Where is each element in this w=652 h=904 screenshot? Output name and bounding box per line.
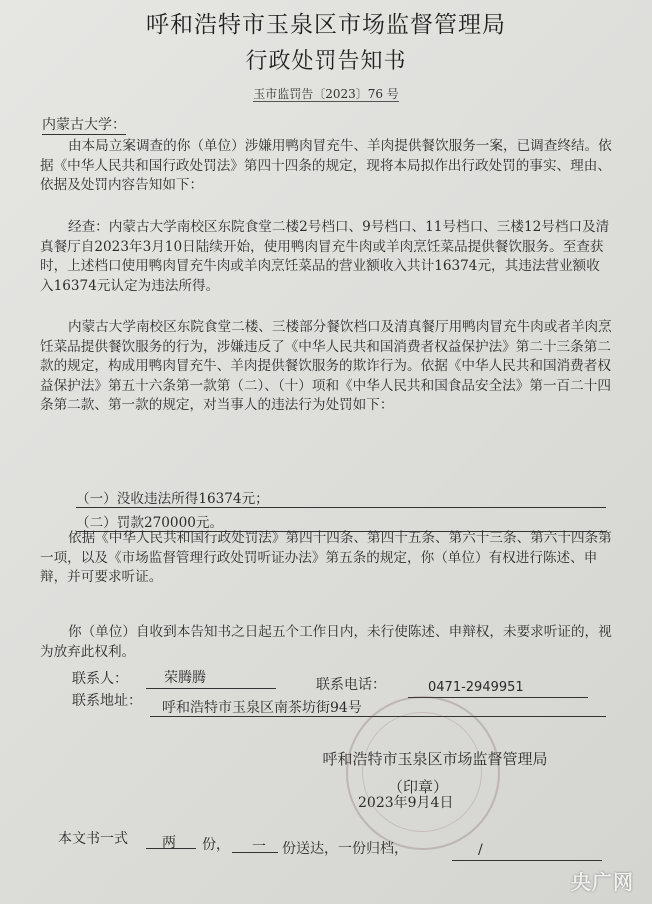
watermark-logo: 央广网 xyxy=(571,870,634,894)
contact-person-value: 荣腾腾 xyxy=(164,670,206,686)
penalty-item-1: （一）没收违法所得16374元； xyxy=(76,487,606,508)
document-number xyxy=(0,85,652,102)
signature-organization: 呼和浩特市玉泉区市场监督管理局 xyxy=(322,750,548,768)
footer-sent-underline xyxy=(232,852,278,853)
footer-sent-text: 份送达，一份归档， xyxy=(282,841,408,857)
footer-tail: / xyxy=(478,842,483,858)
contact-address-label: 联系地址： xyxy=(72,693,142,709)
contact-phone-label: 联系电话： xyxy=(316,677,386,693)
addressee: 内蒙古大学： xyxy=(42,114,126,135)
paragraph-rights-text: 依据《中华人民共和国行政处罚法》第四十四条、第四十五条、第六十三条、第六十四条第一项，以及《市场监督管理行政处罚听证办法》第五条的规定，你（单位）有权进行陈述、申辩，并可要求听证。 xyxy=(40,530,612,586)
contact-address-value: 呼和浩特市玉泉区南茶坊街94号 xyxy=(162,700,362,716)
document-title: 行政处罚告知书 xyxy=(245,49,407,74)
paragraph-waiver-text: 你（单位）自收到本告知书之日起五个工作日内，未行使陈述、申辩权，未要求听证的，视为放弃此权利。 xyxy=(40,624,612,660)
footer-tail-underline xyxy=(452,860,602,861)
paragraph-rights xyxy=(40,529,612,588)
footer-prefix: 本文书一式 xyxy=(58,831,128,847)
paragraph-facts-text: 经查：内蒙古大学南校区东院食堂二楼2号档口、9号档口、11号档口、三楼12号档口及清真餐厅自2023年3月10日陆续开始，使用鸭肉冒充牛肉或羊肉烹饪菜品提供餐饮服务。至查获时，上述档口使用鸭肉冒充牛肉或羊肉烹饪菜品的营业额收入共计16374元，其违法营业额收入16374元认定为违法所得。 xyxy=(40,219,610,294)
contact-person-label: 联系人： xyxy=(72,671,128,687)
agency-title: 呼和浩特市玉泉区市场监督管理局 xyxy=(146,12,506,38)
penalty-item-2: （二）罚款270000元。 xyxy=(76,511,606,532)
paragraph-waiver xyxy=(40,623,612,662)
paragraph-intro xyxy=(40,137,612,196)
footer-copies: 两 xyxy=(162,835,176,851)
contact-phone-value: 0471-2949951 xyxy=(428,680,524,695)
footer-sent-count: 一 xyxy=(252,839,266,855)
footer-copies-underline xyxy=(146,848,196,849)
paragraph-reasons xyxy=(40,318,612,416)
footer-copies-unit: 份， xyxy=(202,837,230,853)
signature-date: 2023年9月4日 xyxy=(358,795,454,811)
contact-person-underline xyxy=(146,688,276,689)
official-seal-inner-ring xyxy=(362,712,482,832)
seal-note: （印章） xyxy=(387,778,448,796)
paragraph-facts xyxy=(40,218,612,296)
paragraph-intro-text: 由本局立案调查的你（单位）涉嫌用鸭肉冒充牛、羊肉提供餐饮服务一案，已调查终结。依据《中华人民共和国行政处罚法》第四十四条的规定，现将本局拟作出行政处罚的事实、理由、依据及处罚内容告知如下： xyxy=(40,138,612,194)
paragraph-reasons-text: 内蒙古大学南校区东院食堂二楼、三楼部分餐饮档口及清真餐厅用鸭肉冒充牛肉或者羊肉烹饪菜品提供餐饮服务的行为，涉嫌违反了《中华人民共和国消费者权益保护法》第二十三条第二款的规定，构成用鸭肉冒充牛、羊肉提供餐饮服务的欺诈行为。依据《中华人民共和国消费者权益保护法》第五十六条第一款第（二）、（十）项和《中华人民共和国食品安全法》第一百二十四条第二款、第一款的规定，对当事人的违法行为处罚如下： xyxy=(40,319,612,414)
document-number-text: 玉市监罚告〔2023〕76 号 xyxy=(253,87,399,101)
